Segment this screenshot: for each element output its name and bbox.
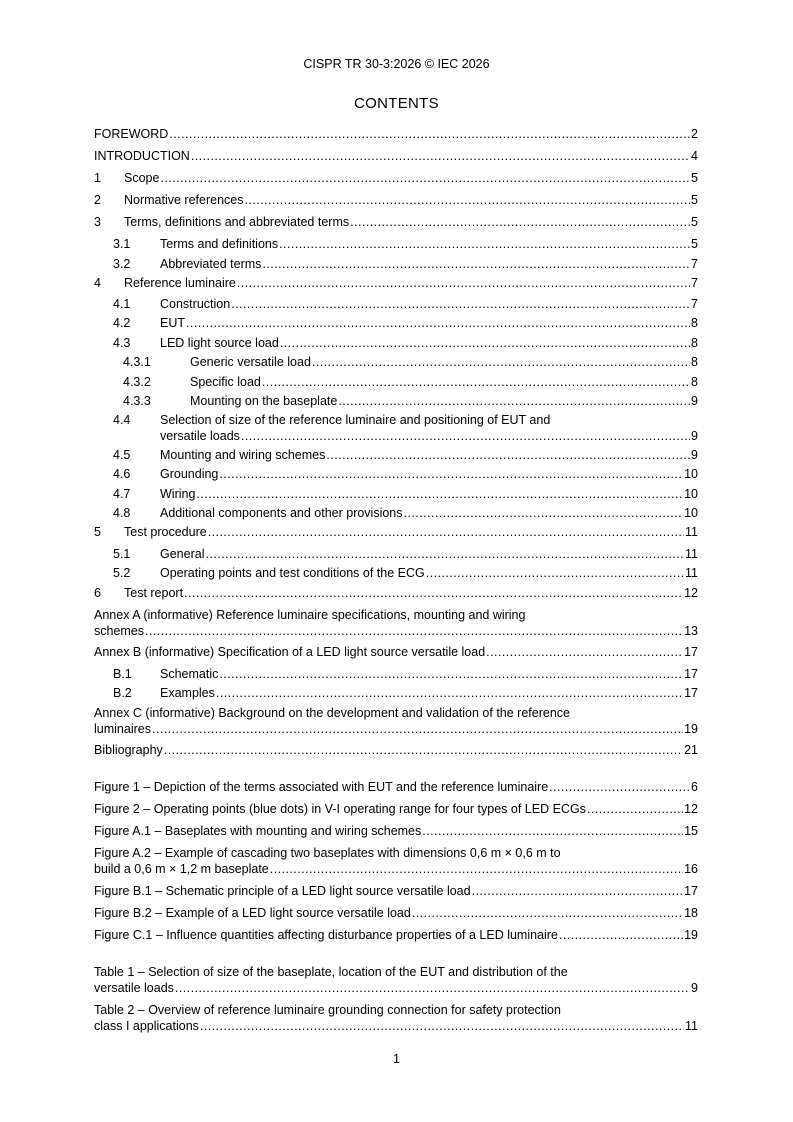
page-number: 1: [393, 1052, 400, 1066]
toc-entry-page: 8: [691, 336, 698, 350]
toc-entry[interactable]: [94, 706, 698, 737]
toc-entry-title: Mounting and wiring schemes: [160, 448, 326, 462]
toc-entry-title: Abbreviated terms: [160, 257, 262, 271]
dot-leader: [426, 566, 684, 582]
toc-entry[interactable]: [94, 448, 698, 464]
toc-entry[interactable]: [94, 506, 698, 522]
toc-entry-number: 4.4: [113, 413, 131, 427]
toc-entry[interactable]: [94, 928, 698, 944]
dot-leader: [145, 624, 683, 640]
dot-leader: [350, 215, 690, 231]
toc-entry[interactable]: [94, 237, 698, 253]
toc-entry-title: Examples: [160, 686, 215, 700]
toc-entry[interactable]: [94, 525, 698, 541]
toc-entry-title: Generic versatile load: [190, 355, 311, 369]
dot-leader: [262, 375, 690, 391]
dot-leader: [279, 237, 690, 253]
dot-leader: [216, 686, 683, 702]
toc-entry-page: 19: [684, 928, 698, 942]
toc-entry-title-line1: Figure A.2 – Example of cascading two baseplates with dimensions 0,6 m × 0,6 m to: [94, 846, 561, 860]
toc-entry-page: 2: [691, 127, 698, 141]
toc-entry-page: 5: [691, 171, 698, 185]
dot-leader: [219, 467, 683, 483]
toc-entry-title: Construction: [160, 297, 231, 311]
toc-entry-title: schemes: [94, 623, 145, 638]
toc-entry-title: Mounting on the baseplate: [190, 394, 338, 408]
dot-leader: [231, 297, 690, 313]
toc-entry-title: Figure 2 – Operating points (blue dots) in V-I operating range for four types of LED ECGs: [94, 802, 586, 816]
toc-entry-title: Figure B.2 – Example of a LED light source versatile load: [94, 906, 411, 920]
toc-entry-number: 4.1: [113, 297, 131, 311]
toc-entry-title: Annex B (informative) Specification of a LED light source versatile load: [94, 645, 486, 659]
toc-entry-page: 5: [691, 193, 698, 207]
dot-leader: [338, 394, 690, 410]
toc-entry-page: 11: [685, 566, 698, 580]
toc-entry-page: 21: [684, 743, 698, 757]
toc-entry-title-line1: Table 2 – Overview of reference luminaire grounding connection for safety protection: [94, 1003, 561, 1017]
toc-entry-page: 10: [684, 506, 698, 520]
toc-entry[interactable]: [94, 906, 698, 922]
dot-leader: [241, 429, 690, 445]
toc-entry-page: 17: [684, 645, 698, 659]
toc-entry-title: Terms and definitions: [160, 237, 279, 251]
toc-entry-title: Figure A.1 – Baseplates with mounting and wiring schemes: [94, 824, 422, 838]
toc-entry-page: 11: [685, 525, 698, 539]
toc-entry[interactable]: [94, 566, 698, 582]
dot-leader: [237, 276, 690, 292]
dot-leader: [587, 802, 683, 818]
toc-entry-page: 17: [684, 686, 698, 700]
toc-entry-title: Additional components and other provisions: [160, 506, 403, 520]
dot-leader: [472, 884, 684, 900]
toc-entry[interactable]: [94, 257, 698, 273]
toc-entry-title: FOREWORD: [94, 127, 169, 141]
toc-entry[interactable]: [94, 394, 698, 410]
toc-entry-title: luminaires: [94, 721, 151, 736]
toc-entry-number: 5.2: [113, 566, 131, 580]
page-title: CONTENTS: [354, 95, 439, 112]
toc-entry[interactable]: [94, 297, 698, 313]
toc-entry-page: 4: [691, 149, 698, 163]
toc-entry-page: 5: [691, 237, 698, 251]
toc-entry[interactable]: [94, 171, 698, 187]
toc-entry-page: 11: [685, 1018, 698, 1033]
toc-entry-title: build a 0,6 m × 1,2 m baseplate: [94, 861, 269, 876]
dot-leader: [219, 667, 683, 683]
dot-leader: [164, 743, 683, 759]
toc-entry-number: 2: [94, 193, 101, 207]
toc-entry-title: Test procedure: [124, 525, 207, 539]
dot-leader: [404, 506, 684, 522]
toc-entry-title: Operating points and test conditions of the ECG: [160, 566, 425, 580]
toc-entry-title: Figure 1 – Depiction of the terms associated with EUT and the reference luminaire: [94, 780, 549, 794]
dot-leader: [422, 824, 683, 840]
page-header: CISPR TR 30-3:2026 © IEC 2026: [303, 57, 490, 71]
toc-entry[interactable]: [94, 965, 698, 996]
toc-entry-page: 17: [684, 667, 698, 681]
toc-entry-page: 10: [684, 487, 698, 501]
toc-entry-page: 11: [685, 547, 698, 561]
dot-leader: [280, 336, 690, 352]
toc-entry-number: 4.3: [113, 336, 131, 350]
toc-entry-page: 9: [691, 394, 698, 408]
toc-entry-page: 9: [691, 980, 698, 995]
toc-entry-page: 8: [691, 316, 698, 330]
toc-entry-page: 8: [691, 375, 698, 389]
toc-entry-number: 3: [94, 215, 101, 229]
toc-entry-title: General: [160, 547, 205, 561]
toc-entry-page: 15: [684, 824, 698, 838]
dot-leader: [191, 149, 690, 165]
toc-entry-number: 3.2: [113, 257, 131, 271]
toc-entry[interactable]: [94, 802, 698, 818]
dot-leader: [486, 645, 683, 661]
dot-leader: [312, 355, 690, 371]
toc-entry[interactable]: [94, 467, 698, 483]
toc-entry[interactable]: [94, 215, 698, 231]
dot-leader: [262, 257, 690, 273]
dot-leader: [412, 906, 683, 922]
toc-entry-title: Specific load: [190, 375, 261, 389]
dot-leader: [186, 316, 690, 332]
toc-entry-number: 4.6: [113, 467, 131, 481]
toc-entry-number: B.2: [113, 686, 132, 700]
toc-entry[interactable]: [94, 316, 698, 332]
dot-leader: [160, 171, 690, 187]
toc-entry-page: 5: [691, 215, 698, 229]
toc-entry-title-line1: Annex A (informative) Reference luminaire specifications, mounting and wiring: [94, 608, 526, 622]
toc-entry-page: 9: [691, 448, 698, 462]
toc-entry-page: 7: [691, 276, 698, 290]
toc-entry[interactable]: [94, 743, 698, 759]
toc-entry-page: 7: [691, 297, 698, 311]
toc-entry-title: Reference luminaire: [124, 276, 236, 290]
toc-entry[interactable]: [94, 608, 698, 639]
toc-entry[interactable]: [94, 336, 698, 352]
toc-entry-page: 8: [691, 355, 698, 369]
dot-leader: [169, 127, 690, 143]
toc-entry-number: 5: [94, 525, 101, 539]
toc-entry-number: 3.1: [113, 237, 131, 251]
toc-entry-title: Grounding: [160, 467, 219, 481]
toc-entry-title: class I applications: [94, 1018, 199, 1033]
toc-entry-page: 19: [684, 721, 698, 736]
toc-entry-page: 12: [684, 802, 698, 816]
toc-entry-number: 5.1: [113, 547, 131, 561]
toc-entry-title: LED light source load: [160, 336, 279, 350]
toc-entry-title: Scope: [124, 171, 160, 185]
toc-entry-page: 7: [691, 257, 698, 271]
toc-entry-number: 4.3.1: [123, 355, 151, 369]
toc-entry[interactable]: [94, 355, 698, 371]
dot-leader: [184, 586, 683, 602]
dot-leader: [175, 981, 690, 997]
toc-entry-title: versatile loads: [160, 428, 240, 443]
toc-entry-title: Figure C.1 – Influence quantities affecting disturbance properties of a LED luminaire: [94, 928, 558, 942]
dot-leader: [549, 780, 690, 796]
toc-entry[interactable]: [94, 884, 698, 900]
toc-entry[interactable]: [94, 586, 698, 602]
toc-entry-title: EUT: [160, 316, 185, 330]
toc-entry[interactable]: [94, 193, 698, 209]
dot-leader: [559, 928, 683, 944]
toc-entry-page: 6: [691, 780, 698, 794]
dot-leader: [200, 1019, 684, 1035]
toc-entry[interactable]: [94, 1003, 698, 1034]
toc-entry-page: 16: [684, 861, 698, 876]
dot-leader: [208, 525, 684, 541]
toc-entry[interactable]: [94, 667, 698, 683]
dot-leader: [326, 448, 690, 464]
toc-entry[interactable]: [94, 413, 698, 444]
toc-entry-page: 18: [684, 906, 698, 920]
toc-entry-title: Normative references: [124, 193, 244, 207]
toc-entry-title-line1: Table 1 – Selection of size of the baseplate, location of the EUT and distribution of the: [94, 965, 568, 979]
toc-entry-page: 13: [684, 623, 698, 638]
toc-entry[interactable]: [94, 645, 698, 661]
dot-leader: [205, 547, 684, 563]
toc-entry-title-line1: Selection of size of the reference luminaire and positioning of EUT and: [160, 413, 551, 427]
toc-entry[interactable]: [94, 686, 698, 702]
toc-entry[interactable]: [94, 375, 698, 391]
toc-entry-number: 4.3.2: [123, 375, 151, 389]
toc-entry-page: 17: [684, 884, 698, 898]
toc-entry-title: Test report: [124, 586, 184, 600]
toc-entry-number: 4.2: [113, 316, 131, 330]
toc-entry-title: versatile loads: [94, 980, 174, 995]
toc-entry-title: Wiring: [160, 487, 196, 501]
toc-entry[interactable]: [94, 276, 698, 292]
toc-entry-number: 4.5: [113, 448, 131, 462]
dot-leader: [196, 487, 683, 503]
toc-entry-title: Schematic: [160, 667, 219, 681]
toc-entry-number: 4.3.3: [123, 394, 151, 408]
toc-entry[interactable]: [94, 127, 698, 143]
toc-entry-number: 4.7: [113, 487, 131, 501]
dot-leader: [270, 862, 683, 878]
toc-entry[interactable]: [94, 824, 698, 840]
toc-entry-number: 1: [94, 171, 101, 185]
dot-leader: [245, 193, 691, 209]
toc-entry-number: B.1: [113, 667, 132, 681]
toc-entry-page: 9: [691, 428, 698, 443]
toc-entry-number: 4.8: [113, 506, 131, 520]
toc-entry-title: Bibliography: [94, 743, 163, 757]
toc-entry-title-line1: Annex C (informative) Background on the development and validation of the reference: [94, 706, 570, 720]
toc-entry[interactable]: [94, 846, 698, 877]
toc-entry-title: Terms, definitions and abbreviated terms: [124, 215, 350, 229]
toc-entry-title: Figure B.1 – Schematic principle of a LED light source versatile load: [94, 884, 471, 898]
toc-entry-number: 6: [94, 586, 101, 600]
dot-leader: [152, 722, 683, 738]
toc-entry[interactable]: [94, 780, 698, 796]
toc-entry-page: 10: [684, 467, 698, 481]
toc-entry[interactable]: [94, 547, 698, 563]
toc-entry[interactable]: [94, 149, 698, 165]
toc-entry-page: 12: [684, 586, 698, 600]
toc-entry-title: INTRODUCTION: [94, 149, 190, 163]
toc-entry[interactable]: [94, 487, 698, 503]
toc-entry-number: 4: [94, 276, 101, 290]
